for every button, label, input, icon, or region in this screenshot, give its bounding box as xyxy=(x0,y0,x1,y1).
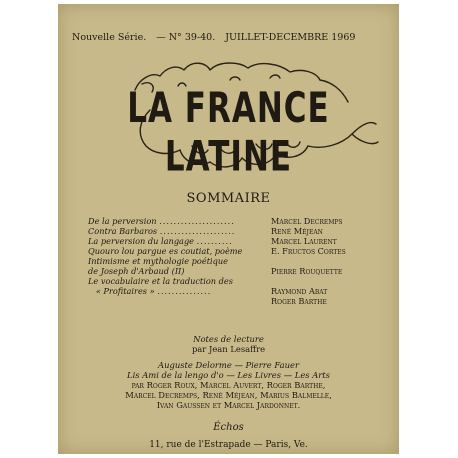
contributors-line: Marcel Decremps, René Méjean, Marius Balmelle, xyxy=(125,390,332,400)
notes-section xyxy=(58,334,399,410)
toc-author: Roger Barthe xyxy=(271,296,327,306)
toc-author: Marcel Decremps xyxy=(271,216,343,226)
toc-article-title: La perversion du langage xyxy=(88,236,195,246)
issue-header xyxy=(72,32,389,43)
toc-author: Marcel Laurent xyxy=(271,236,337,246)
toc-author: E. Fructos Cortes xyxy=(271,246,346,256)
toc-article-title: De la perversion xyxy=(88,216,157,226)
table-of-contents xyxy=(88,216,393,306)
contributors-line: Ivan Gaussen et Marcel Jardonnet. xyxy=(156,400,301,410)
toc-row xyxy=(88,276,393,286)
echos-heading: Échos xyxy=(213,422,244,433)
toc-article-title: « Profitaires » xyxy=(95,286,155,296)
toc-article-title: Contra Barbaros xyxy=(88,226,158,236)
publisher-address: 11, rue de l'Estrapade — Paris, Ve. xyxy=(149,440,308,450)
series-label: Nouvelle Série. xyxy=(72,32,147,43)
toc-row: « Profitaires » ............... Raymond Abat xyxy=(88,286,393,296)
toc-article-title: Quouro lou pargue es coutiat, poème xyxy=(88,246,243,256)
issue-period: JUILLET-DECEMBRE 1969 xyxy=(225,32,356,43)
issue-number: — N° 39-40. xyxy=(156,32,216,43)
toc-author: René Méjean xyxy=(271,226,323,236)
toc-row xyxy=(88,256,393,266)
toc-row: De la perversion ..................... Marcel Decremps xyxy=(88,216,393,226)
journal-title: LA FRANCE LATINE xyxy=(127,84,330,182)
contents-heading: SOMMAIRE xyxy=(186,191,271,206)
toc-article-title: de Joseph d'Arbaud (II) xyxy=(88,266,185,276)
toc-row xyxy=(88,266,393,276)
notes-author: par Jean Lesaffre xyxy=(191,344,266,354)
toc-row: La perversion du langage .......... Marcel Laurent xyxy=(88,236,393,246)
toc-row xyxy=(88,296,393,306)
notes-title: Notes de lecture xyxy=(193,334,264,344)
rubrics-line: Lis Ami de la lengo d'o — Les Livres — Les Arts xyxy=(127,370,330,380)
magazine-cover xyxy=(58,4,399,454)
tributes-line: Auguste Delorme — Pierre Fauer xyxy=(158,360,299,370)
toc-article-title: Intimisme et mythologie poétique xyxy=(88,256,228,266)
contributors-line: par Roger Roux, Marcel Auvert, Roger Barthe, xyxy=(131,380,326,390)
toc-row: Contra Barbaros ..................... René Méjean xyxy=(88,226,393,236)
toc-row xyxy=(88,246,393,256)
toc-author: Pierre Rouquette xyxy=(271,266,343,276)
toc-article-title: Le vocabulaire et la traduction des xyxy=(88,276,233,286)
toc-author: Raymond Abat xyxy=(271,286,328,296)
